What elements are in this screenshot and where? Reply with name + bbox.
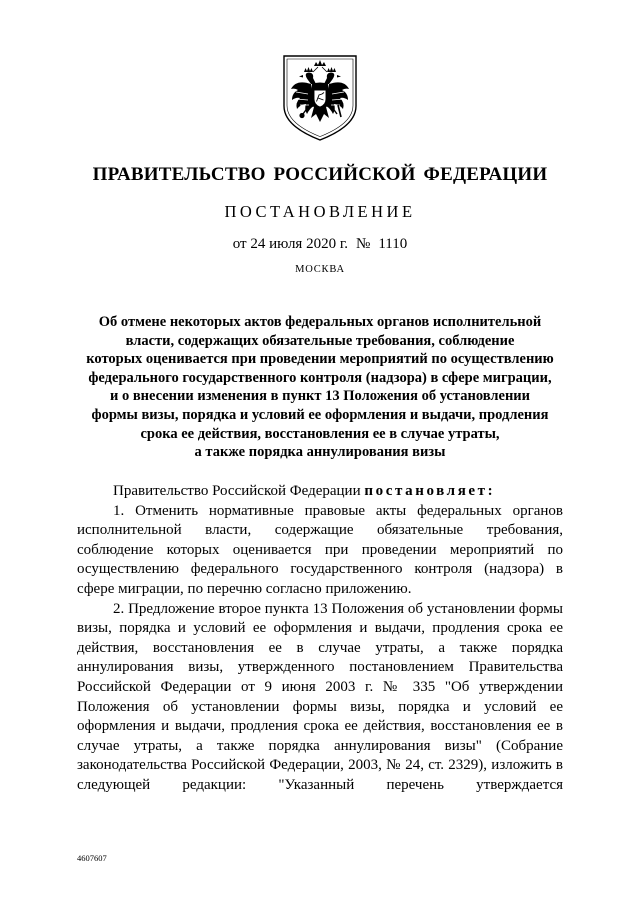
heading-line: Об отмене некоторых актов федеральных органов исполнительной — [98, 314, 542, 330]
document-code: 4607607 — [77, 853, 107, 863]
heading-line: формы визы, порядка и условий ее оформления и выдачи, продления — [91, 406, 549, 423]
document-city: МОСКВА — [295, 264, 345, 275]
intro-verb: постановляет: — [364, 483, 496, 499]
intro-subject: Правительство Российской Федерации — [113, 483, 361, 499]
double-headed-eagle-icon — [278, 54, 362, 142]
heading-line: власти, содержащих обязательные требования, соблюдение — [125, 332, 515, 349]
document-date: от 24 июля 2020 г. — [232, 236, 349, 252]
decree-intro — [77, 482, 563, 502]
document-heading — [70, 313, 570, 462]
document-number: 1110 — [378, 236, 408, 252]
document-date-line — [0, 236, 640, 253]
government-title: ПРАВИТЕЛЬСТВО РОССИЙСКОЙ ФЕДЕРАЦИИ — [92, 164, 548, 185]
heading-line: и о внесении изменения в пункт 13 Положения об установлении — [109, 388, 531, 405]
heading-line: которых оценивается при проведении мероприятий по осуществлению — [86, 351, 554, 368]
document-type: ПОСТАНОВЛЕНИЕ — [224, 202, 416, 221]
heading-line: а также порядка аннулирования визы — [194, 444, 446, 461]
heading-line: федерального государственного контроля (надзора) в сфере миграции, — [88, 369, 552, 386]
number-sign: № — [356, 236, 371, 252]
heading-line: срока ее действия, восстановления ее в случае утраты, — [140, 425, 500, 442]
paragraph-item-2: 2. Предложение второе пункта 13 Положения об установлении формы визы, порядка и условий ее оформления и выдачи, продления срока ее действия, восстановления ее в случае утраты, а также порядка аннулирования визы, утвержденного постановлением Правительства Российской Федерации от 9 июня 2003 г. № 335 "Об утверждении Положения об установлении формы визы, порядка и условий ее оформления и выдачи, продления срока ее действия, восстановления ее в случае утраты, а также порядка аннулирования визы" (Собрание законодательства Российской Федерации, 2003, № 24, ст. 2329), изложить в следующей редакции: "Указанный перечень утверждается — [77, 600, 563, 793]
paragraph-item-1: 1. Отменить нормативные правовые акты федеральных органов исполнительной власти, содержащие обязательные требования, соблюдение которых оценивается при проведении мероприятий по осуществлению федерального государственного контроля (надзора) в сфере миграции, по перечню согласно приложению. — [77, 502, 563, 597]
document-body — [77, 482, 563, 796]
coat-of-arms-emblem — [278, 54, 362, 142]
